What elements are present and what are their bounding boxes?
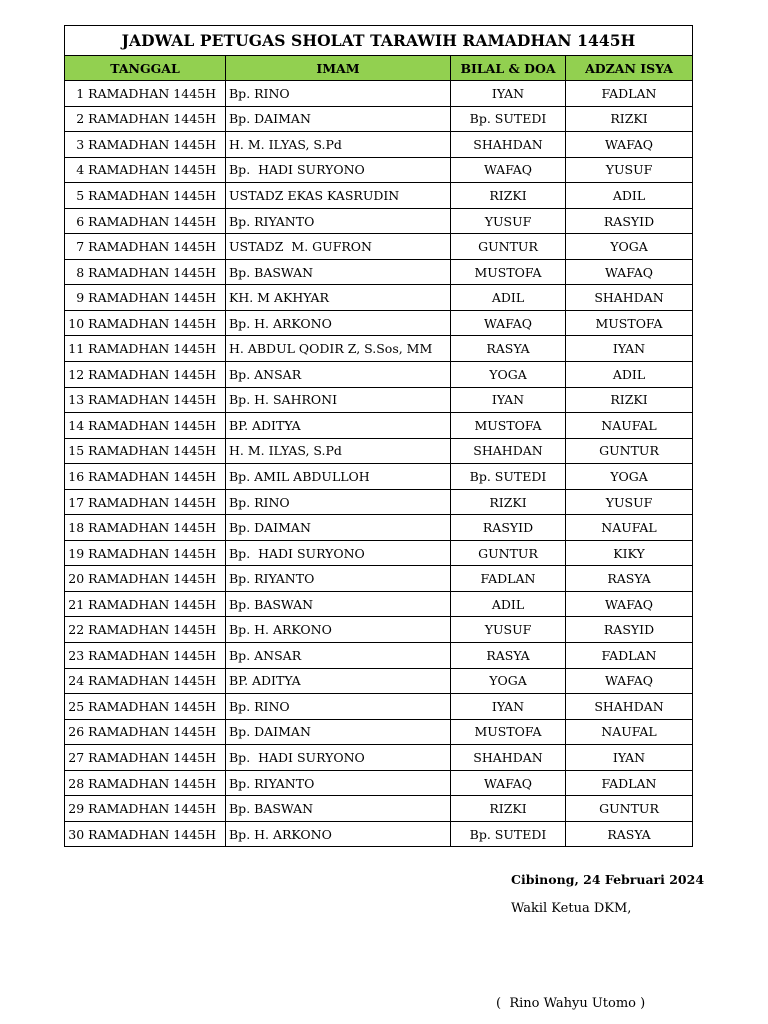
cell-tanggal: 5 RAMADHAN 1445H [65, 183, 226, 209]
cell-tanggal: 23 RAMADHAN 1445H [65, 643, 226, 669]
cell-bilal-doa: FADLAN [451, 566, 566, 592]
cell-bilal-doa: GUNTUR [451, 540, 566, 566]
cell-imam: Bp. BASWAN [226, 796, 451, 822]
table-row [65, 694, 693, 720]
cell-imam: Bp. RINO [226, 489, 451, 515]
cell-tanggal: 6 RAMADHAN 1445H [65, 208, 226, 234]
header-adzan-isya: ADZAN ISYA [566, 56, 693, 81]
cell-bilal-doa: MUSTOFA [451, 413, 566, 439]
cell-adzan-isya: YUSUF [566, 489, 693, 515]
table-row [65, 362, 693, 388]
cell-imam: H. ABDUL QODIR Z, S.Sos, MM [226, 336, 451, 362]
table-row [65, 387, 693, 413]
schedule-table [64, 25, 693, 847]
cell-adzan-isya: KIKY [566, 540, 693, 566]
cell-imam: Bp. ANSAR [226, 362, 451, 388]
cell-imam: Bp. H. ARKONO [226, 617, 451, 643]
cell-tanggal: 9 RAMADHAN 1445H [65, 285, 226, 311]
cell-imam: H. M. ILYAS, S.Pd [226, 132, 451, 158]
cell-bilal-doa: MUSTOFA [451, 719, 566, 745]
cell-bilal-doa: SHAHDAN [451, 438, 566, 464]
table-row [65, 438, 693, 464]
table-row [65, 132, 693, 158]
cell-imam: Bp. DAIMAN [226, 106, 451, 132]
cell-bilal-doa: WAFAQ [451, 157, 566, 183]
cell-adzan-isya: RASYA [566, 566, 693, 592]
cell-adzan-isya: NAUFAL [566, 413, 693, 439]
signer-name: ( Rino Wahyu Utomo ) [496, 996, 646, 1011]
table-header-row [65, 56, 693, 81]
header-tanggal: TANGGAL [65, 56, 226, 81]
cell-adzan-isya: FADLAN [566, 81, 693, 107]
cell-bilal-doa: MUSTOFA [451, 259, 566, 285]
cell-imam: Bp. RIYANTO [226, 770, 451, 796]
cell-tanggal: 19 RAMADHAN 1445H [65, 540, 226, 566]
cell-adzan-isya: WAFAQ [566, 259, 693, 285]
cell-adzan-isya: RASYA [566, 821, 693, 847]
table-row [65, 259, 693, 285]
cell-tanggal: 8 RAMADHAN 1445H [65, 259, 226, 285]
cell-imam: Bp. BASWAN [226, 591, 451, 617]
cell-tanggal: 13 RAMADHAN 1445H [65, 387, 226, 413]
cell-bilal-doa: IYAN [451, 81, 566, 107]
cell-bilal-doa: SHAHDAN [451, 132, 566, 158]
cell-tanggal: 25 RAMADHAN 1445H [65, 694, 226, 720]
table-row [65, 285, 693, 311]
table-row [65, 464, 693, 490]
cell-adzan-isya: RIZKI [566, 387, 693, 413]
cell-bilal-doa: RASYID [451, 515, 566, 541]
cell-tanggal: 17 RAMADHAN 1445H [65, 489, 226, 515]
table-row [65, 617, 693, 643]
cell-imam: Bp. DAIMAN [226, 515, 451, 541]
cell-adzan-isya: WAFAQ [566, 591, 693, 617]
cell-imam: Bp. H. SAHRONI [226, 387, 451, 413]
cell-imam: Bp. RINO [226, 694, 451, 720]
cell-tanggal: 11 RAMADHAN 1445H [65, 336, 226, 362]
cell-imam: Bp. AMIL ABDULLOH [226, 464, 451, 490]
table-row [65, 310, 693, 336]
cell-bilal-doa: SHAHDAN [451, 745, 566, 771]
cell-bilal-doa: YOGA [451, 668, 566, 694]
cell-adzan-isya: IYAN [566, 336, 693, 362]
cell-imam: Bp. H. ARKONO [226, 310, 451, 336]
table-row [65, 643, 693, 669]
cell-adzan-isya: IYAN [566, 745, 693, 771]
cell-adzan-isya: YOGA [566, 464, 693, 490]
cell-tanggal: 18 RAMADHAN 1445H [65, 515, 226, 541]
table-row [65, 489, 693, 515]
cell-adzan-isya: ADIL [566, 183, 693, 209]
cell-adzan-isya: YUSUF [566, 157, 693, 183]
cell-tanggal: 2 RAMADHAN 1445H [65, 106, 226, 132]
cell-adzan-isya: NAUFAL [566, 719, 693, 745]
cell-tanggal: 26 RAMADHAN 1445H [65, 719, 226, 745]
cell-adzan-isya: RASYID [566, 617, 693, 643]
cell-tanggal: 15 RAMADHAN 1445H [65, 438, 226, 464]
cell-bilal-doa: Bp. SUTEDI [451, 821, 566, 847]
cell-adzan-isya: RIZKI [566, 106, 693, 132]
table-row [65, 770, 693, 796]
cell-tanggal: 28 RAMADHAN 1445H [65, 770, 226, 796]
cell-tanggal: 22 RAMADHAN 1445H [65, 617, 226, 643]
cell-bilal-doa: ADIL [451, 285, 566, 311]
cell-bilal-doa: RASYA [451, 643, 566, 669]
cell-bilal-doa: Bp. SUTEDI [451, 106, 566, 132]
table-row [65, 81, 693, 107]
table-row [65, 668, 693, 694]
table-row [65, 821, 693, 847]
cell-tanggal: 12 RAMADHAN 1445H [65, 362, 226, 388]
cell-bilal-doa: YOGA [451, 362, 566, 388]
cell-imam: KH. M AKHYAR [226, 285, 451, 311]
cell-adzan-isya: SHAHDAN [566, 285, 693, 311]
cell-bilal-doa: WAFAQ [451, 310, 566, 336]
cell-adzan-isya: RASYID [566, 208, 693, 234]
cell-imam: Bp. DAIMAN [226, 719, 451, 745]
table-row [65, 208, 693, 234]
cell-tanggal: 10 RAMADHAN 1445H [65, 310, 226, 336]
cell-imam: BP. ADITYA [226, 413, 451, 439]
cell-tanggal: 3 RAMADHAN 1445H [65, 132, 226, 158]
cell-bilal-doa: RIZKI [451, 796, 566, 822]
table-row [65, 157, 693, 183]
header-bilal-doa: BILAL & DOA [451, 56, 566, 81]
cell-adzan-isya: YOGA [566, 234, 693, 260]
table-row [65, 540, 693, 566]
table-row [65, 719, 693, 745]
cell-imam: USTADZ M. GUFRON [226, 234, 451, 260]
header-imam: IMAM [226, 56, 451, 81]
cell-tanggal: 27 RAMADHAN 1445H [65, 745, 226, 771]
cell-bilal-doa: YUSUF [451, 617, 566, 643]
cell-bilal-doa: RIZKI [451, 489, 566, 515]
cell-tanggal: 20 RAMADHAN 1445H [65, 566, 226, 592]
cell-imam: Bp. H. ARKONO [226, 821, 451, 847]
cell-tanggal: 30 RAMADHAN 1445H [65, 821, 226, 847]
cell-tanggal: 4 RAMADHAN 1445H [65, 157, 226, 183]
cell-imam: Bp. BASWAN [226, 259, 451, 285]
cell-tanggal: 1 RAMADHAN 1445H [65, 81, 226, 107]
cell-adzan-isya: GUNTUR [566, 796, 693, 822]
cell-adzan-isya: FADLAN [566, 643, 693, 669]
table-row [65, 413, 693, 439]
cell-imam: BP. ADITYA [226, 668, 451, 694]
schedule-body [65, 81, 693, 847]
cell-adzan-isya: MUSTOFA [566, 310, 693, 336]
cell-adzan-isya: GUNTUR [566, 438, 693, 464]
table-row [65, 106, 693, 132]
cell-adzan-isya: WAFAQ [566, 132, 693, 158]
cell-adzan-isya: FADLAN [566, 770, 693, 796]
table-row [65, 745, 693, 771]
cell-imam: H. M. ILYAS, S.Pd [226, 438, 451, 464]
cell-bilal-doa: Bp. SUTEDI [451, 464, 566, 490]
cell-imam: Bp. RIYANTO [226, 566, 451, 592]
cell-imam: Bp. HADI SURYONO [226, 745, 451, 771]
cell-bilal-doa: RASYA [451, 336, 566, 362]
table-row [65, 515, 693, 541]
cell-imam: USTADZ EKAS KASRUDIN [226, 183, 451, 209]
cell-imam: Bp. HADI SURYONO [226, 157, 451, 183]
table-row [65, 591, 693, 617]
cell-bilal-doa: IYAN [451, 694, 566, 720]
cell-imam: Bp. ANSAR [226, 643, 451, 669]
cell-tanggal: 24 RAMADHAN 1445H [65, 668, 226, 694]
cell-tanggal: 21 RAMADHAN 1445H [65, 591, 226, 617]
cell-imam: Bp. RIYANTO [226, 208, 451, 234]
table-row [65, 336, 693, 362]
cell-adzan-isya: ADIL [566, 362, 693, 388]
cell-adzan-isya: WAFAQ [566, 668, 693, 694]
cell-tanggal: 14 RAMADHAN 1445H [65, 413, 226, 439]
place-date: Cibinong, 24 Februari 2024 [511, 872, 705, 887]
cell-bilal-doa: ADIL [451, 591, 566, 617]
cell-bilal-doa: GUNTUR [451, 234, 566, 260]
cell-bilal-doa: YUSUF [451, 208, 566, 234]
cell-imam: Bp. RINO [226, 81, 451, 107]
signer-role: Wakil Ketua DKM, [511, 901, 632, 916]
table-row [65, 796, 693, 822]
document-title: JADWAL PETUGAS SHOLAT TARAWIH RAMADHAN 1445H [65, 26, 693, 56]
cell-tanggal: 16 RAMADHAN 1445H [65, 464, 226, 490]
cell-imam: Bp. HADI SURYONO [226, 540, 451, 566]
cell-tanggal: 7 RAMADHAN 1445H [65, 234, 226, 260]
cell-bilal-doa: WAFAQ [451, 770, 566, 796]
cell-bilal-doa: RIZKI [451, 183, 566, 209]
cell-bilal-doa: IYAN [451, 387, 566, 413]
cell-adzan-isya: SHAHDAN [566, 694, 693, 720]
table-row [65, 183, 693, 209]
table-row [65, 234, 693, 260]
cell-tanggal: 29 RAMADHAN 1445H [65, 796, 226, 822]
cell-adzan-isya: NAUFAL [566, 515, 693, 541]
table-row [65, 566, 693, 592]
